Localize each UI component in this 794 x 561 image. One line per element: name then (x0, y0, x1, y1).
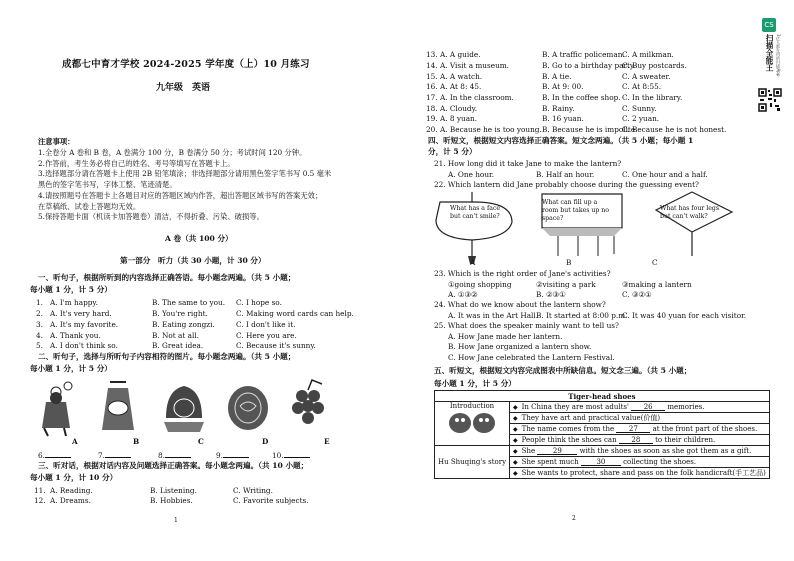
exam-subtitle: 九年级 英语 (156, 83, 211, 93)
page-number: 1 (174, 517, 178, 524)
question-24: 24. What do we know about the lantern show? (434, 300, 606, 309)
option-a: A. Dreams. (50, 496, 91, 505)
lantern-c-riddle: What has four legs (660, 205, 720, 212)
note-line: 5.保持答题卡面（机读卡加答题卷）清洁，不得折叠、污染、破损等。 (38, 212, 264, 221)
question-number: 1. (36, 298, 43, 307)
question-number: 3. (36, 320, 43, 329)
question-number: 18. (426, 104, 438, 113)
part-one-heading: 第一部分 听力（共 30 小题，计 30 分） (120, 256, 266, 265)
option-b: B. Great idea. (152, 341, 204, 350)
question-22: 22. Which lantern did Jane probably choose during the guessing event? (434, 180, 699, 189)
blank-line (105, 450, 131, 458)
lantern-letter: A (470, 258, 476, 267)
option-b: B. Half an hour. (536, 170, 595, 179)
blank-line (223, 450, 249, 458)
option-b: B. At 9: 00. (542, 82, 584, 91)
blank-line (284, 450, 310, 458)
option-b: B. Listening. (150, 486, 197, 495)
section-two-heading: 二、听句子，选择与所听句子内容相符的图片。每小题念两遍。（共 5 小题； (38, 352, 296, 361)
picture-letter: C (198, 437, 204, 446)
introduction-cell (435, 402, 510, 446)
option-a: A. At 8: 45. (440, 82, 482, 91)
question-number: 17. (426, 93, 438, 102)
lantern-a-riddle: but can't smile? (450, 213, 500, 220)
introduction-label: Introduction (449, 402, 495, 410)
dumpling-picture (228, 386, 268, 430)
option-a: A. ①③② (448, 290, 478, 299)
section-five-score: 每小题 1 分，计 5 分） (434, 379, 516, 388)
note-line: 黑色的签字笔书写，字体工整、笔迹清楚。 (38, 180, 177, 189)
option-a: A. I'm happy. (50, 298, 98, 307)
option-a: A. One hour. (448, 170, 495, 179)
page-two (396, 0, 794, 561)
section-four-score: 分，计 5 分） (428, 147, 477, 156)
picture-letter: B (133, 437, 140, 446)
option-c: C. One hour and a half. (622, 170, 708, 179)
story-line: ◆ She wants to protect, share and pass on the folk handicraft(手工艺品) (510, 468, 770, 479)
page-one (0, 0, 394, 561)
note-line: 1.全卷分 A 卷和 B 卷，A 卷满分 100 分，B 卷满分 50 分；考试时间 120 分钟。 (38, 148, 307, 157)
blank-number: 10. (272, 451, 284, 460)
page-number: 2 (572, 515, 576, 522)
question-number: 13. (426, 50, 438, 59)
option-b: B. Rainy. (542, 104, 575, 113)
activity-item: ②visiting a park (536, 280, 596, 289)
grapes-picture (292, 380, 324, 424)
answer-blank[interactable] (158, 450, 191, 460)
blank-line (165, 450, 191, 458)
question-number: 12. (34, 496, 46, 505)
notes-header: 注意事项： (38, 137, 75, 146)
lantern-letter: B (566, 258, 572, 267)
activity-item: ③making a lantern (622, 280, 692, 289)
scanner-brand-name: 扫描全能王 (765, 34, 774, 72)
option-b: B. The same to you. (152, 298, 226, 307)
option-b: B. 16 yuan. (542, 114, 584, 123)
answer-blank-29[interactable]: 29 (537, 447, 577, 455)
question-number: 5. (36, 341, 43, 350)
option-c: C. I don't like it. (236, 320, 296, 329)
answer-blank-27[interactable]: 27 (616, 425, 650, 433)
option-b: B. Hobbies. (150, 496, 193, 505)
question-number: 11. (34, 486, 46, 495)
option-a: A. Cloudy. (440, 104, 478, 113)
answer-blank-26[interactable]: 26 (631, 403, 665, 411)
answer-blank[interactable] (98, 450, 131, 460)
option-c: C. At 8:55. (622, 82, 662, 91)
option-c: C. A milkman. (622, 50, 674, 59)
qr-code-icon (758, 88, 782, 112)
option-a: A. A watch. (440, 72, 483, 81)
option-c: C. In the library. (622, 93, 683, 102)
option-a: A. Reading. (50, 486, 93, 495)
picture-letter: D (262, 437, 269, 446)
blank-number: 8. (158, 451, 165, 460)
section-one-score: 每小题 1 分，计 5 分） (30, 285, 112, 294)
answer-blank[interactable] (272, 450, 310, 460)
blank-number: 9. (216, 451, 223, 460)
option-b: B. A tie. (542, 72, 572, 81)
section-two-pictures (36, 378, 336, 440)
option-a: A. 8 yuan. (440, 114, 478, 123)
option-c: C. Favorite subjects. (233, 496, 309, 505)
section-four-heading: 四、听短文，根据短文内容选择正确答案。短文念两遍。（共 5 小题；每小题 1 (428, 136, 694, 145)
section-one-heading: 一、听句子，根据所听到的内容选择正确答语。每小题念两遍。（共 5 小题； (38, 273, 296, 282)
tiger-shoes-picture (447, 410, 497, 434)
option-c: C. Making word cards can help. (236, 309, 354, 318)
blank-line (45, 450, 71, 458)
option-b: B. In the coffee shop. (542, 93, 621, 102)
option-b: B. You're right. (152, 309, 208, 318)
option-b: B. A traffic policeman. (542, 50, 625, 59)
picture-letter: A (72, 437, 78, 446)
scanner-brand (762, 18, 782, 88)
option-c: C. Because it's sunny. (236, 341, 316, 350)
option-c: C. 2 yuan. (622, 114, 660, 123)
option-a: A. It's very hard. (50, 309, 112, 318)
section-three-heading: 三、听对话，根据对话内容及问题选择正确答案。每小题念两遍。（共 10 小题； (38, 461, 309, 470)
option-c: C. A sweater. (622, 72, 671, 81)
lantern-c-shape (656, 192, 732, 256)
blank-number: 7. (98, 451, 105, 460)
question-number: 19. (426, 114, 438, 123)
answer-blank[interactable] (216, 450, 249, 460)
scanner-brand-sub: 3亿人都在用的扫描App (776, 34, 781, 77)
option-a: A. A guide. (440, 50, 481, 59)
option-a: A. It was in the Art Hall. (448, 311, 539, 320)
option-a: A. It's my favorite. (50, 320, 119, 329)
intro-line: ◆ The name comes from the 27 at the front part of the shoes. (510, 424, 770, 435)
section-three-score: 每小题 1 分，计 10 分） (30, 473, 118, 482)
lucky-bag-picture (102, 382, 134, 430)
tiger-head-shoes-table (434, 390, 770, 479)
question-number: 16. (426, 82, 438, 91)
exam-title: 成都七中育才学校 2024-2025 学年度（上）10 月练习 (62, 59, 310, 70)
mooncake-picture (164, 386, 204, 432)
option-c: C. How Jane celebrated the Lantern Festival. (448, 353, 615, 362)
intro-line: ◆ In China they are most adults' 26 memories. (510, 402, 770, 413)
note-line: 在草稿纸、试卷上答题均无效。 (38, 202, 141, 211)
option-a: A. Visit a museum. (440, 61, 510, 70)
question-number: 4. (36, 331, 43, 340)
option-c: C. Buy postcards. (622, 61, 687, 70)
story-line: ◆ She spent much 30 collecting the shoes. (510, 457, 770, 468)
note-line: 4.请按照题号在答题卡上各题目对应的答题区域内作答，超出答题区域书写的答案无效； (38, 191, 323, 200)
option-b: B. ②③① (536, 290, 566, 299)
question-number: 15. (426, 72, 438, 81)
question-25: 25. What does the speaker mainly want to tell us? (434, 321, 619, 330)
answer-blank[interactable] (38, 450, 71, 460)
option-b: B. Because he is impolite. (542, 125, 638, 134)
story-line: ◆ She 29 with the shoes as soon as she got them as a gift. (510, 446, 770, 457)
scanner-logo-icon: CS (762, 18, 776, 32)
question-number: 14. (426, 61, 438, 70)
table-title: Tiger-head shoes (435, 391, 770, 402)
option-b: B. It started at 8:00 p.m. (536, 311, 628, 320)
answer-blank-28[interactable]: 28 (619, 436, 653, 444)
lantern-a-shape (436, 192, 512, 264)
boy-fireworks-picture (42, 382, 72, 436)
option-a: A. I don't think so. (50, 341, 118, 350)
intro-line: ◆ They have art and practical value(价值) (510, 413, 770, 424)
volume-a-heading: A 卷（共 100 分） (165, 234, 233, 243)
option-b: B. Eating zongzi. (152, 320, 215, 329)
option-a: A. Thank you. (50, 331, 101, 340)
question-21: 21. How long did it take Jane to make the lantern? (434, 159, 622, 168)
option-c: C. ③②① (622, 290, 652, 299)
question-23: 23. Which is the right order of Jane's activities? (434, 269, 611, 278)
option-a: A. How Jane made her lantern. (448, 332, 563, 341)
section-two-score: 每小题 1 分，计 5 分） (30, 364, 112, 373)
option-a: A. In the classroom. (440, 93, 514, 102)
option-c: C. Writing. (233, 486, 273, 495)
blank-number: 6. (38, 451, 45, 460)
option-c: C. Sunny. (622, 104, 657, 113)
story-label: Hu Shuqing's story (435, 446, 510, 479)
note-line: 2.作答前，考生务必将自己的姓名、考号等填写在答题卡上。 (38, 159, 235, 168)
lantern-b-riddle: room but takes up no (542, 207, 609, 214)
question-number: 20. (426, 125, 438, 134)
option-c: C. Here you are. (236, 331, 297, 340)
note-line: 3.选择题部分请在答题卡上使用 2B 铅笔填涂；非选择题部分请用黑色签字笔书写 0.5 毫米 (38, 169, 332, 178)
activity-item: ①going shopping (448, 280, 512, 289)
option-b: B. Not at all. (152, 331, 199, 340)
lantern-letter: C (652, 258, 658, 267)
question-number: 2. (36, 309, 43, 318)
option-c: C. It was 40 yuan for each visitor. (622, 311, 747, 320)
lantern-b-riddle: space? (542, 215, 564, 222)
lantern-c-riddle: but can't walk? (660, 213, 708, 220)
option-a: A. Because he is too young. (440, 125, 542, 134)
picture-letter: E (324, 437, 330, 446)
option-b: B. How Jane organized a lantern show. (448, 342, 592, 351)
intro-line: ◆ People think the shoes can 28 to their children. (510, 435, 770, 446)
option-b: B. Go to a birthday party. (542, 61, 636, 70)
answer-blank-30[interactable]: 30 (581, 458, 621, 466)
lantern-b-riddle: What can fill up a (542, 199, 598, 206)
option-c: C. I hope so. (236, 298, 282, 307)
section-five-heading: 五、听短文，根据短文内容完成图表中所缺信息。短文念三遍。（共 5 小题； (434, 366, 692, 375)
lantern-a-riddle: What has a face (450, 205, 501, 212)
option-c: C. Because he is not honest. (622, 125, 727, 134)
